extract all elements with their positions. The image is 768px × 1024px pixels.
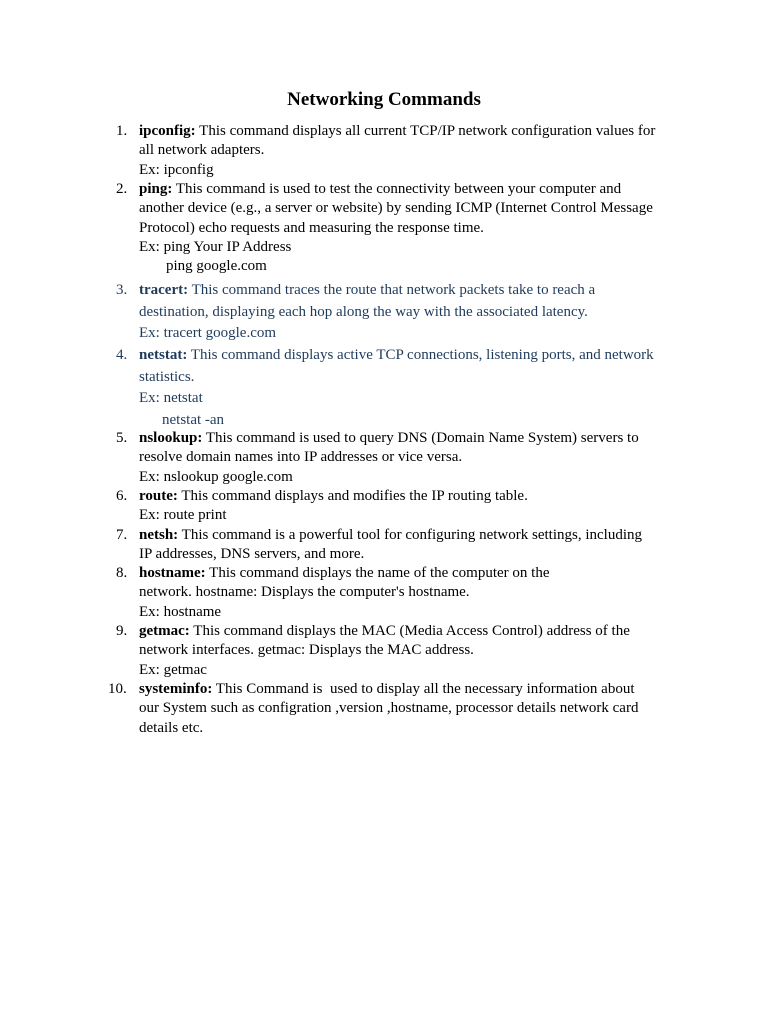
list-item-netsh — [116, 526, 676, 565]
list-number: 6. — [116, 488, 128, 504]
description-line: This command displays active TCP connections, listening ports, and network — [187, 347, 654, 363]
description-line: This command displays all current TCP/IP network configuration values for — [195, 123, 656, 139]
description-line: This Command is used to display all the necessary information about — [212, 681, 635, 697]
description-line: our System such as configration ,version ,hostname, processor details network card — [139, 700, 639, 717]
example-line: Ex: tracert google.com — [139, 325, 277, 341]
description-line: This command is used to query DNS (Domain Name System) servers to — [202, 430, 639, 446]
example-line: Ex: getmac — [139, 661, 207, 678]
list-item-nslookup — [116, 429, 676, 487]
list-item-getmac — [116, 622, 676, 680]
command-name: getmac: — [139, 623, 190, 639]
example-line: netstat -an — [162, 411, 225, 428]
description-line: all network adapters. — [139, 142, 265, 159]
description-line: network interfaces. getmac: Displays the MAC address. — [139, 642, 474, 659]
command-name: route: — [139, 488, 178, 504]
example-line: Ex: route print — [139, 507, 227, 524]
command-name: netstat: — [139, 347, 188, 363]
page-title: Networking Commands — [287, 89, 481, 110]
description-line: This command traces the route that network packets take to reach a — [188, 282, 596, 298]
list-number: 8. — [116, 565, 128, 581]
list-item-systeminfo — [108, 680, 676, 738]
description-line: details etc. — [139, 719, 204, 736]
list-item-tracert — [116, 280, 676, 345]
list-number: 2. — [116, 181, 128, 197]
command-name: hostname: — [139, 565, 206, 581]
list-number: 10. — [108, 681, 127, 697]
command-name: systeminfo: — [139, 681, 213, 697]
list-item-ping — [116, 180, 676, 276]
command-name: netsh: — [139, 527, 179, 543]
description-line: resolve domain names into IP addresses or vice versa. — [139, 449, 463, 466]
description-line: destination, displaying each hop along the way with the associated latency. — [139, 303, 588, 320]
list-number: 4. — [116, 347, 128, 363]
description-line: This command is a powerful tool for configuring network settings, including — [178, 527, 642, 543]
description-line: This command is used to test the connectivity between your computer and — [172, 181, 622, 197]
command-name: nslookup: — [139, 430, 203, 446]
description-line: This command displays the MAC (Media Access Control) address of the — [189, 623, 630, 639]
list-number: 5. — [116, 430, 128, 446]
example-line: Ex: ping Your IP Address — [139, 238, 292, 255]
command-name: ipconfig: — [139, 123, 196, 139]
list-number: 9. — [116, 623, 128, 639]
description-line: This command displays and modifies the IP routing table. — [177, 488, 528, 504]
description-line: This command displays the name of the computer on the — [205, 565, 550, 581]
list-item-route — [116, 487, 676, 526]
example-line: ping google.com — [166, 258, 267, 275]
description-line: IP addresses, DNS servers, and more. — [139, 546, 365, 563]
list-number: 1. — [116, 123, 128, 139]
command-name: ping: — [139, 181, 173, 197]
list-item-hostname — [116, 564, 676, 622]
example-line: Ex: ipconfig — [139, 161, 214, 178]
description-line: another device (e.g., a server or website) by sending ICMP (Internet Control Message — [139, 200, 653, 217]
command-name: tracert: — [139, 282, 189, 298]
list-item-ipconfig — [116, 122, 676, 180]
list-number: 3. — [116, 282, 128, 298]
description-line: Protocol) echo requests and measuring the response time. — [139, 219, 484, 236]
list-number: 7. — [116, 527, 128, 543]
example-line: Ex: nslookup google.com — [139, 468, 293, 485]
list-item-netstat — [116, 345, 676, 431]
example-line: Ex: hostname — [139, 603, 222, 620]
description-line: statistics. — [139, 368, 195, 385]
description-line: network. hostname: Displays the computer's hostname. — [139, 584, 470, 601]
example-line: Ex: netstat — [139, 390, 203, 406]
